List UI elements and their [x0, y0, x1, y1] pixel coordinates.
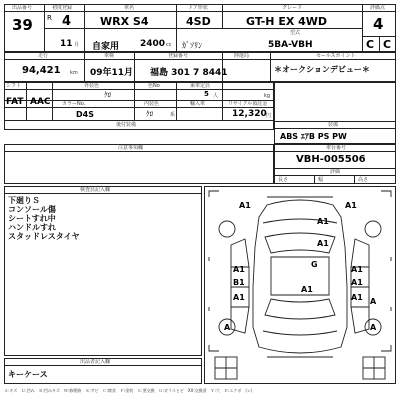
- bracket-top-left: [209, 191, 219, 197]
- notes-label: 注意事項欄: [118, 145, 144, 151]
- bracket-bottom-right: [381, 345, 391, 351]
- import-label: 輸入車: [190, 101, 206, 107]
- code-windshield: A1: [317, 239, 329, 248]
- lot-label: 出品番号: [12, 5, 33, 11]
- size-wide: 幅: [318, 177, 324, 183]
- seller-content: キーケース: [8, 370, 48, 379]
- mileage: 94,421: [22, 65, 61, 76]
- code-right-sill: A1: [351, 293, 363, 302]
- ext-score: C: [383, 38, 392, 51]
- door-label: ドア形状: [188, 5, 208, 11]
- code-roof: G: [311, 260, 318, 269]
- displacement: 2400: [140, 39, 166, 49]
- shaken-label: 車検: [104, 53, 115, 59]
- roof: [271, 257, 329, 295]
- month-unit: 月: [74, 42, 80, 48]
- trunk-line: [263, 331, 337, 335]
- inspection-line: 下廻りＳ: [8, 196, 40, 205]
- recycle-label: リサイクル預託金: [228, 101, 268, 107]
- tire-box-left-lines: [215, 357, 237, 379]
- code-right-rear-door: A1: [351, 278, 363, 287]
- car-body: [253, 200, 347, 353]
- int-unit: 系: [170, 112, 176, 118]
- code-left-wheel-rear: A: [370, 323, 377, 332]
- code-left-sill: A1: [233, 293, 245, 302]
- inspection-lines: [8, 196, 80, 241]
- first-reg-label: 初度登録: [52, 5, 73, 11]
- recycle: 12,320: [232, 109, 267, 119]
- footer-caption: Ａ:キズ Ｕ:凹み Ｂ:凹みキズ Ｗ:修理跡 Ｓ:サビ Ｃ:腐食 Ｐ:塗装 Ｘ:要交換 Ｇ:ガラスヒビ XX:交換済 Ｙ:穴 Ｅ:エクボ (レ): [4, 388, 253, 393]
- grade: GT-H EX 4WD: [246, 15, 328, 28]
- ext-color-label: 外装色: [84, 83, 100, 89]
- model: 5BA-VBH: [268, 40, 313, 50]
- damage-diagram: [204, 186, 396, 384]
- options: ABS ｴｱB PS PW: [280, 132, 347, 141]
- inspection-line: コンソール傷: [8, 205, 56, 214]
- usage: 自家用: [92, 42, 120, 52]
- shaken: 09年11月: [90, 68, 134, 78]
- int-score: C: [366, 38, 375, 51]
- car-name: WRX S4: [100, 15, 149, 28]
- code-front-left: A1: [239, 201, 251, 210]
- grade-label: グレード: [282, 5, 303, 11]
- code-right-front-door: A1: [351, 265, 363, 274]
- code-front-right: A1: [345, 201, 357, 210]
- tire-box-right-lines: [363, 357, 385, 379]
- sales-point: ＊オークションデビュー＊: [274, 65, 370, 74]
- reg-year: 4: [62, 14, 72, 29]
- vin: VBH-005506: [296, 154, 366, 165]
- code-left-wheel-front: A: [224, 323, 231, 332]
- options-label: 装備: [328, 122, 339, 128]
- vin-label: 車台番号: [326, 145, 347, 151]
- after-install-label: 後付装備: [116, 122, 137, 128]
- code-hood: A1: [317, 217, 329, 226]
- weight-unit: kg: [264, 93, 271, 99]
- yen-unit: 円: [266, 113, 272, 119]
- inspection-line: スタッドレスタイヤ: [8, 232, 80, 241]
- era-mark: R: [47, 14, 52, 22]
- km-unit: km: [70, 70, 78, 76]
- car-name-label: 車名: [124, 5, 135, 11]
- score-label: 評価点: [370, 5, 386, 11]
- wheel-front-left: [219, 221, 235, 237]
- ext-color: ｸﾛ: [104, 91, 111, 99]
- shift: FAT: [6, 97, 24, 107]
- rear-window: [265, 299, 335, 319]
- capacity: 5: [204, 90, 209, 98]
- capacity-unit: 人: [213, 93, 219, 99]
- int-color-label: 内装色: [144, 101, 160, 107]
- ac: AAC: [30, 97, 51, 107]
- bracket-top-right: [381, 191, 391, 197]
- code-right-wheel-rear: A: [370, 297, 377, 306]
- mileage-label: 走行: [38, 53, 49, 59]
- sales-point-label: セールスポイント: [316, 53, 356, 59]
- color-no-label: 色No: [148, 83, 160, 89]
- score: 4: [373, 15, 384, 33]
- fuel: ｶﾞｿﾘﾝ: [182, 41, 202, 50]
- inspection-title: 検査員記入欄: [80, 187, 111, 193]
- color-no-label-2: カラーNo.: [62, 101, 86, 107]
- plate: 福島 301 7 8441: [150, 68, 228, 78]
- cc-unit: cc: [166, 42, 172, 48]
- code-trunk: A1: [301, 285, 313, 294]
- code-left-front-door: A1: [233, 265, 245, 274]
- inspection-line: ハンドルすれ: [8, 223, 56, 232]
- size-high: 高さ: [358, 177, 369, 183]
- reg-month: 11: [60, 39, 73, 49]
- plate-label: 登録番号: [168, 53, 189, 59]
- shift-label: シフト: [6, 83, 22, 89]
- lot-number: 39: [12, 16, 33, 34]
- int-color: ｸﾛ: [146, 110, 153, 118]
- odometer-label: 評価: [330, 169, 341, 175]
- color-code: D4S: [76, 110, 94, 119]
- size-long: 長さ: [278, 177, 289, 183]
- code-left-rear-door: B1: [233, 278, 245, 287]
- model-label: 型式: [290, 30, 301, 36]
- bracket-bottom-left: [209, 345, 219, 351]
- inspection-line: シートすれ中: [8, 214, 56, 223]
- seller-title: 出品者記入欄: [80, 359, 111, 365]
- capacity-label: 乗車定員: [190, 83, 211, 89]
- wheel-front-right: [365, 221, 381, 237]
- door-type: 4SD: [186, 15, 211, 28]
- transfer-label: 陸運局: [234, 53, 250, 59]
